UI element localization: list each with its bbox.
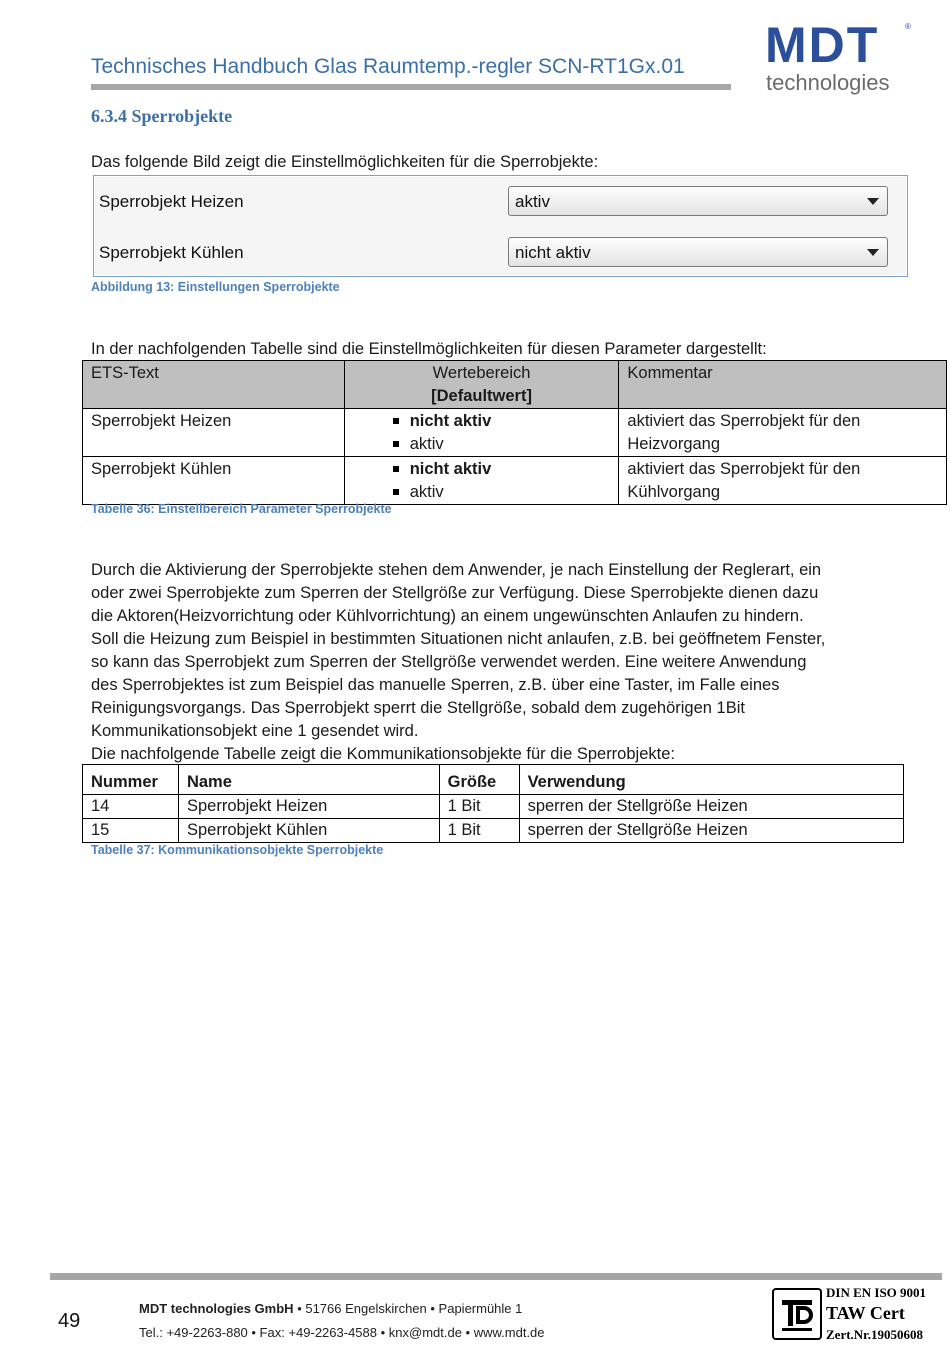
body-line: Durch die Aktivierung der Sperrobjekte stehen dem Anwender, je nach Einstellung der Reglerart, ein (91, 561, 822, 579)
header-nummer: Nummer (83, 765, 179, 795)
cell-name: Sperrobjekt Kühlen (178, 819, 439, 843)
cell-comment (619, 409, 947, 457)
chevron-down-icon (867, 249, 879, 256)
comment-line: aktiviert das Sperrobjekt für den (627, 460, 861, 478)
cell-options (344, 457, 619, 505)
header-groesse: Größe (439, 765, 519, 795)
footer-company: MDT technologies GmbH (139, 1301, 294, 1316)
table-header-row (83, 361, 947, 409)
settings-panel (93, 175, 908, 277)
table-row (83, 795, 904, 819)
taw-logo-mark (780, 1294, 814, 1334)
body-line: des Sperrobjektes ist zum Beispiel das manuelle Sperren, z.B. über eine Taster, im Falle eines (91, 676, 780, 694)
option-default: nicht aktiv (391, 458, 611, 481)
cell-ets-text: Sperrobjekt Heizen (83, 409, 345, 457)
cell-comment (619, 457, 947, 505)
section-heading: 6.3.4 Sperrobjekte (91, 106, 233, 126)
body-line: Reinigungsvorgangs. Das Sperrobjekt sperrt die Stellgröße, sobald dem zugehörigen 1Bit (91, 699, 745, 717)
header-ets-text: ETS-Text (83, 361, 345, 409)
body-line: die Aktoren(Heizvorrichtung oder Kühlvorrichtung) an einem ungewünschten Anlaufen zu hindern. (91, 607, 804, 625)
communication-objects-table (82, 764, 904, 843)
parameter-table (82, 360, 947, 505)
taw-cert-logo-icon (772, 1288, 822, 1340)
body-line: Soll die Heizung zum Beispiel in bestimmten Situationen nicht anlaufen, z.B. bei geöffnetem Fenster, (91, 630, 826, 648)
setting-label-heizen: Sperrobjekt Heizen (99, 192, 244, 211)
logo-text: MDT (765, 17, 880, 73)
header-defaultwert: [Defaultwert] (431, 387, 532, 405)
body-line: Die nachfolgende Tabelle zeigt die Kommunikationsobjekte für die Sperrobjekte: (91, 745, 675, 763)
comment-line: aktiviert das Sperrobjekt für den (627, 412, 861, 430)
cell-groesse: 1 Bit (439, 795, 519, 819)
option-default: nicht aktiv (391, 410, 611, 433)
table2-caption: Tabelle 37: Kommunikationsobjekte Sperrobjekte (91, 843, 384, 857)
figure-caption: Abbildung 13: Einstellungen Sperrobjekte (91, 280, 340, 294)
table1-caption: Tabelle 36: Einstellbereich Parameter Sperrobjekte (91, 502, 392, 516)
cell-name: Sperrobjekt Heizen (178, 795, 439, 819)
header-wertebereich-line1: Wertebereich (432, 364, 531, 382)
dropdown-kuehlen[interactable] (508, 237, 888, 267)
section-intro: Das folgende Bild zeigt die Einstellmöglichkeiten für die Sperrobjekte: (91, 153, 599, 171)
dropdown-value: nicht aktiv (515, 243, 591, 262)
option: aktiv (391, 481, 611, 504)
cell-nummer: 14 (83, 795, 179, 819)
table1-intro: In der nachfolgenden Tabelle sind die Einstellmöglichkeiten für diesen Parameter dargestellt: (91, 340, 767, 358)
cert-taw: TAW Cert (826, 1303, 905, 1323)
cell-nummer: 15 (83, 819, 179, 843)
table-row (83, 457, 947, 505)
body-line: oder zwei Sperrobjekte zum Sperren der Stellgröße zur Verfügung. Diese Sperrobjekte dienen dazu (91, 584, 819, 602)
body-line: so kann das Sperrobjekt zum Sperren der Stellgröße verwendet werden. Eine weitere Anwendung (91, 653, 807, 671)
option: aktiv (391, 433, 611, 456)
setting-label-kuehlen: Sperrobjekt Kühlen (99, 243, 244, 262)
table-row (83, 819, 904, 843)
comment-line: Heizvorgang (627, 435, 721, 453)
footer-rule (50, 1273, 942, 1280)
header-verwendung: Verwendung (519, 765, 903, 795)
cell-ets-text: Sperrobjekt Kühlen (83, 457, 345, 505)
cell-options (344, 409, 619, 457)
dropdown-heizen[interactable] (508, 186, 888, 216)
cert-iso: DIN EN ISO 9001 (826, 1285, 927, 1300)
logo-subtext: technologies (766, 70, 890, 95)
header-name: Name (178, 765, 439, 795)
footer-address (139, 1301, 522, 1316)
chevron-down-icon (867, 198, 879, 205)
footer-contact: Tel.: +49-2263-880 • Fax: +49-2263-4588 • knx@mdt.de • www.mdt.de (139, 1325, 545, 1340)
table-header-row (83, 765, 904, 795)
mdt-logo (765, 17, 915, 96)
cell-verwendung: sperren der Stellgröße Heizen (519, 795, 903, 819)
header-wertebereich (344, 361, 619, 409)
body-line: Kommunikationsobjekt eine 1 gesendet wird. (91, 722, 419, 740)
cell-groesse: 1 Bit (439, 819, 519, 843)
body-paragraph (91, 559, 825, 766)
header-kommentar: Kommentar (619, 361, 947, 409)
comment-line: Kühlvorgang (627, 483, 721, 501)
document-title: Technisches Handbuch Glas Raumtemp.-regler SCN-RT1Gx.01 (91, 55, 685, 78)
table-row (83, 409, 947, 457)
dropdown-value: aktiv (515, 192, 550, 211)
cell-verwendung: sperren der Stellgröße Heizen (519, 819, 903, 843)
page-number: 49 (58, 1310, 81, 1332)
footer-address-text: • 51766 Engelskirchen • Papiermühle 1 (297, 1301, 523, 1316)
cert-number: Zert.Nr.19050608 (826, 1327, 924, 1342)
header-rule (91, 84, 731, 90)
registered-mark: ® (905, 22, 911, 31)
